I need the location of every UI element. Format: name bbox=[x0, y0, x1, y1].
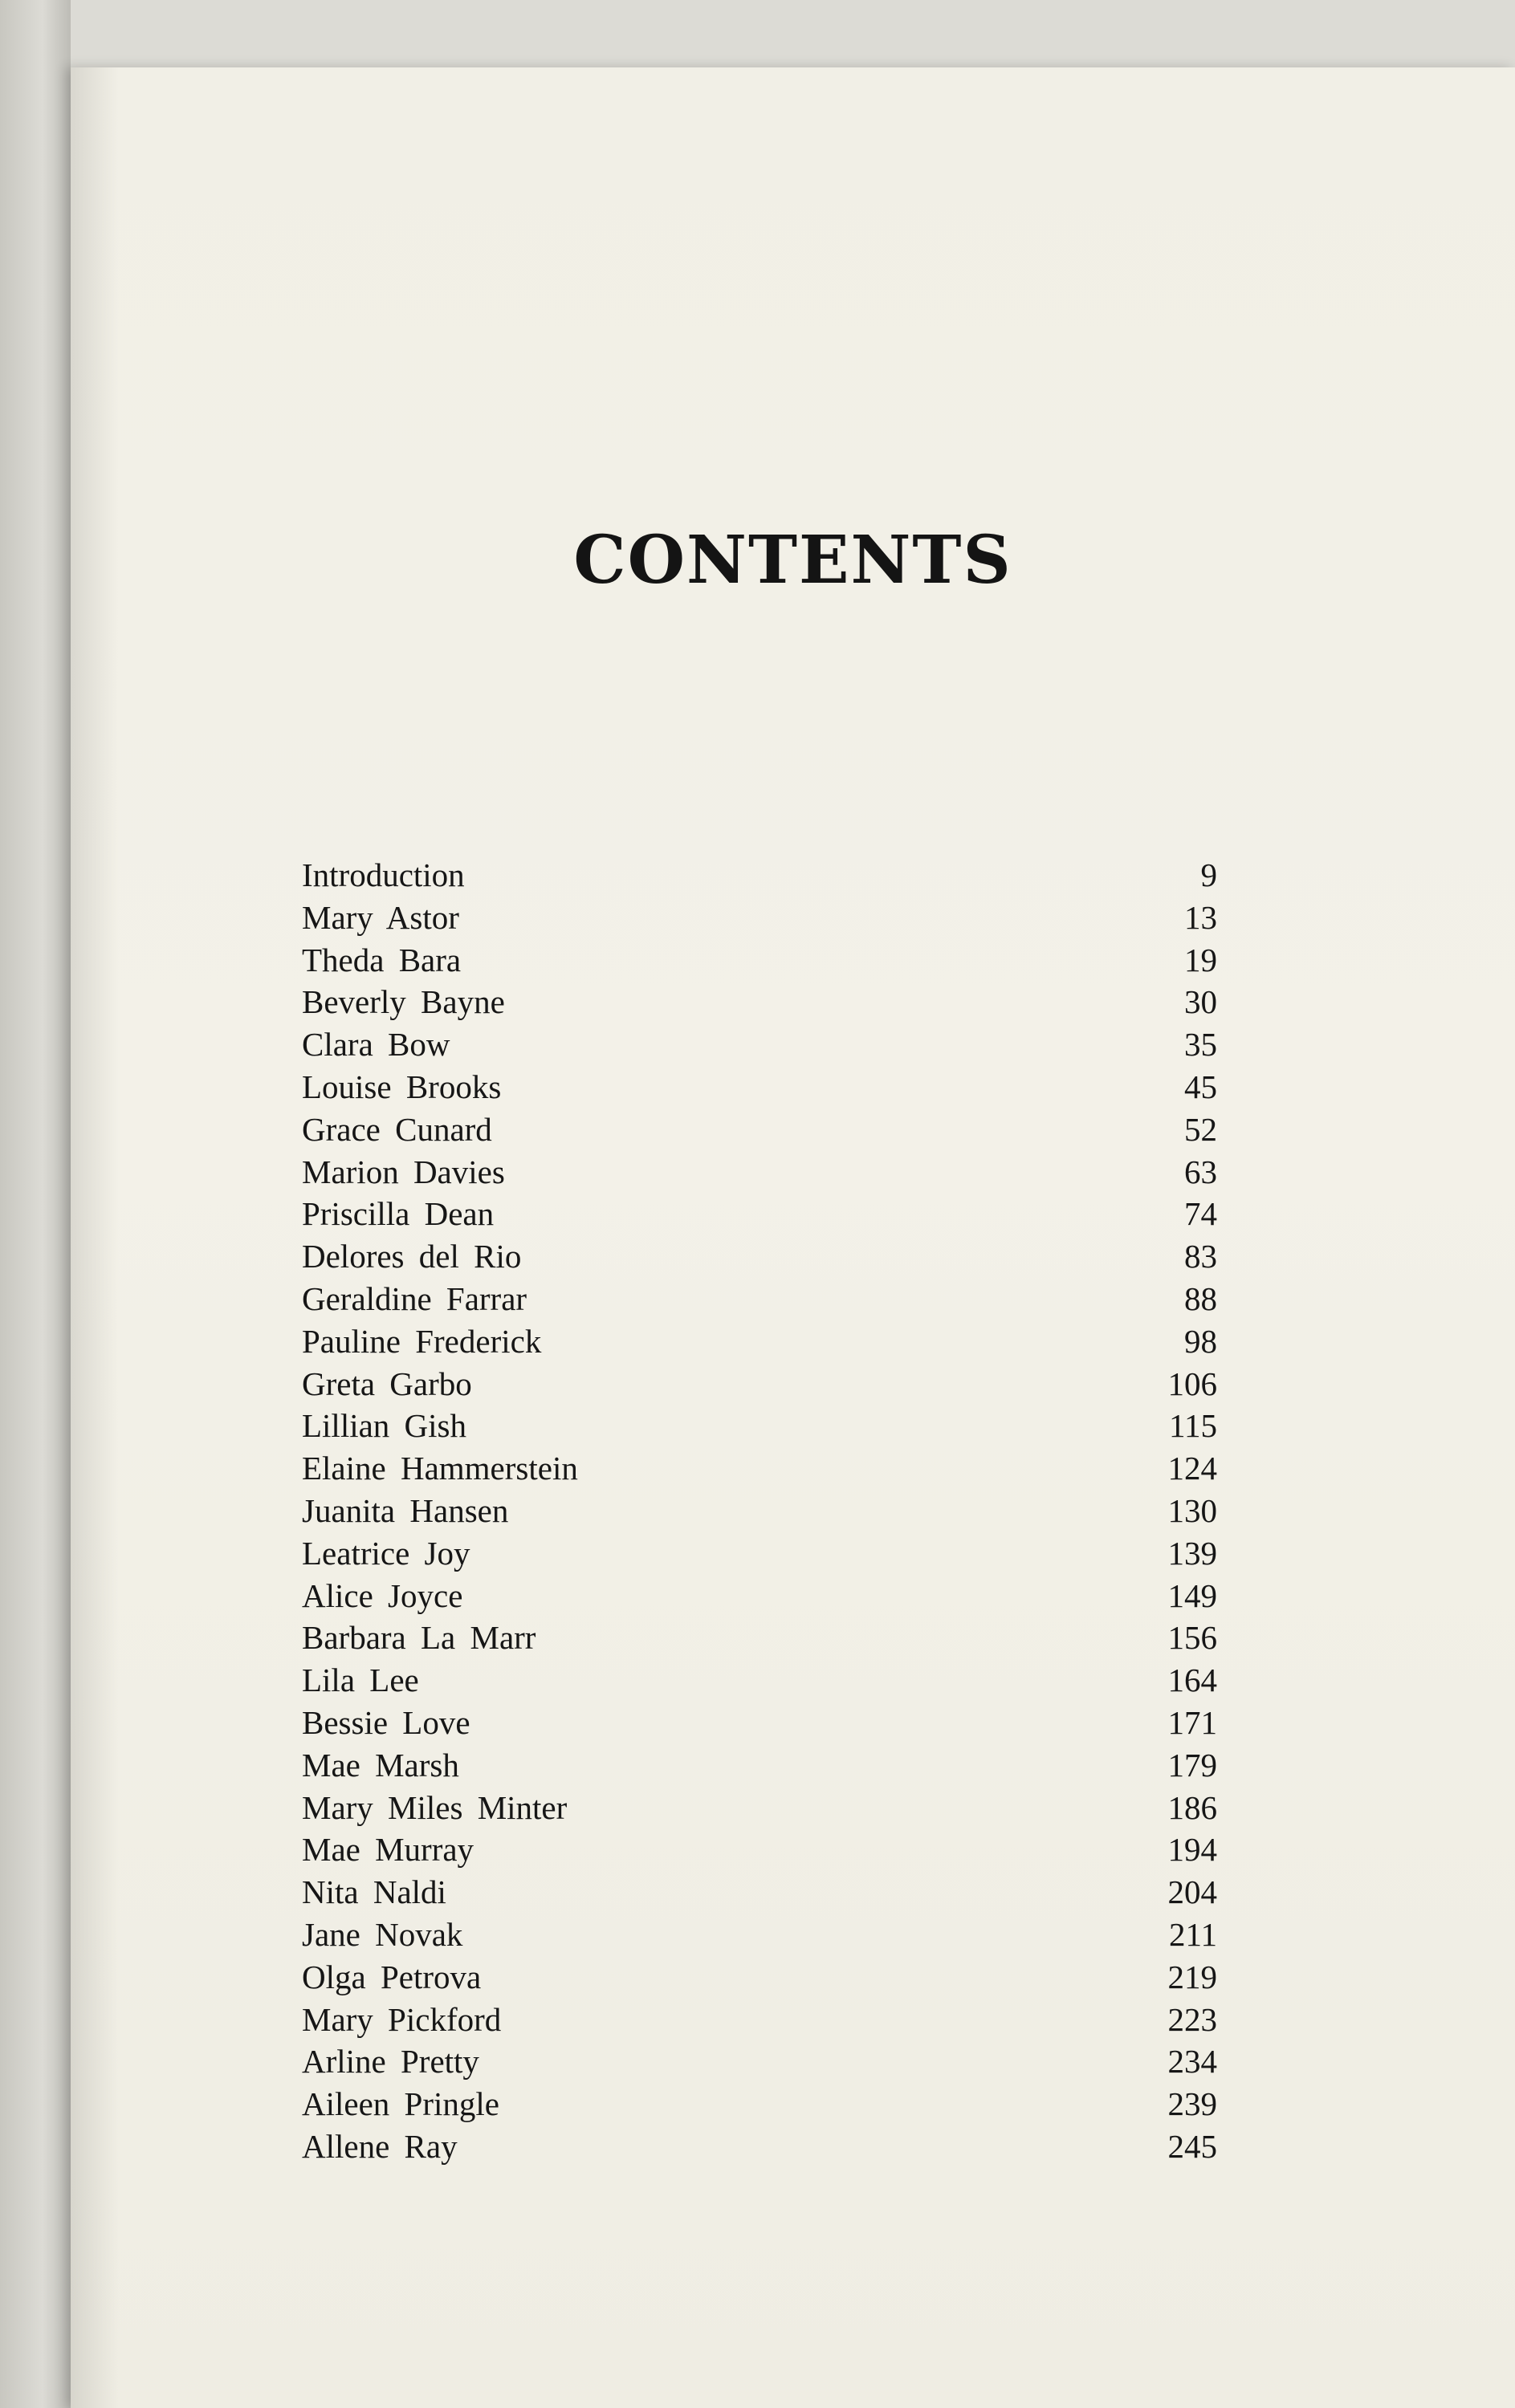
page-title: CONTENTS bbox=[573, 522, 1012, 599]
toc-entry-name: Mae Murray bbox=[302, 1831, 474, 1869]
toc-entry-page-number: 115 bbox=[1169, 1407, 1217, 1445]
toc-entry-name: Lillian Gish bbox=[302, 1407, 467, 1445]
toc-entry-name: Geraldine Farrar bbox=[302, 1279, 527, 1317]
toc-entry-name: Aileen Pringle bbox=[302, 2085, 499, 2123]
toc-entry bbox=[302, 1447, 1217, 1490]
toc-entry-name: Elaine Hammerstein bbox=[302, 1450, 578, 1487]
toc-entry-name: Alice Joyce bbox=[302, 1576, 463, 1614]
toc-entry-name: Clara Bow bbox=[302, 1026, 450, 1064]
toc-entry bbox=[302, 1023, 1217, 1066]
toc-entry-name: Pauline Frederick bbox=[302, 1322, 542, 1360]
table-of-contents bbox=[302, 854, 1217, 2168]
page-gutter-shadow bbox=[71, 67, 119, 2408]
book-page bbox=[71, 67, 1515, 2408]
toc-entry bbox=[302, 1956, 1217, 1999]
toc-entry bbox=[302, 1108, 1217, 1151]
toc-entry-page-number: 223 bbox=[1167, 2000, 1217, 2038]
toc-entry bbox=[302, 854, 1217, 897]
toc-entry-name: Juanita Hansen bbox=[302, 1491, 509, 1529]
toc-entry-name: Mary Pickford bbox=[302, 2000, 502, 2038]
toc-entry-page-number: 30 bbox=[1184, 983, 1217, 1021]
toc-entry-name: Jane Novak bbox=[302, 1915, 463, 1953]
toc-entry-name: Mae Marsh bbox=[302, 1746, 459, 1784]
toc-entry-name: Louise Brooks bbox=[302, 1068, 502, 1105]
toc-entry-name: Introduction bbox=[302, 856, 465, 893]
toc-entry bbox=[302, 1999, 1217, 2041]
toc-entry bbox=[302, 1828, 1217, 1871]
toc-entry bbox=[302, 2083, 1217, 2125]
toc-entry-name: Grace Cunard bbox=[302, 1110, 492, 1148]
toc-entry-name: Mary Astor bbox=[302, 898, 459, 936]
toc-entry-page-number: 19 bbox=[1184, 941, 1217, 978]
toc-entry-page-number: 156 bbox=[1167, 1619, 1217, 1657]
toc-entry bbox=[302, 1363, 1217, 1405]
toc-entry bbox=[302, 1320, 1217, 1363]
toc-entry bbox=[302, 1235, 1217, 1278]
toc-entry bbox=[302, 2125, 1217, 2168]
toc-entry-name: Marion Davies bbox=[302, 1153, 505, 1190]
toc-entry-page-number: 63 bbox=[1184, 1153, 1217, 1190]
toc-entry-page-number: 139 bbox=[1167, 1534, 1217, 1572]
toc-entry-name: Barbara La Marr bbox=[302, 1619, 536, 1657]
toc-entry-page-number: 204 bbox=[1167, 1873, 1217, 1911]
toc-entry-name: Lila Lee bbox=[302, 1662, 419, 1699]
toc-entry-page-number: 219 bbox=[1167, 1958, 1217, 1995]
toc-entry bbox=[302, 1659, 1217, 1702]
toc-entry bbox=[302, 1871, 1217, 1914]
toc-entry bbox=[302, 1066, 1217, 1108]
toc-entry-page-number: 234 bbox=[1167, 2043, 1217, 2081]
toc-entry-page-number: 245 bbox=[1167, 2127, 1217, 2165]
toc-entry-page-number: 211 bbox=[1169, 1915, 1217, 1953]
toc-entry-page-number: 130 bbox=[1167, 1491, 1217, 1529]
toc-entry bbox=[302, 1914, 1217, 1956]
toc-entry-name: Greta Garbo bbox=[302, 1365, 472, 1402]
toc-entry-name: Nita Naldi bbox=[302, 1873, 446, 1911]
toc-entry-page-number: 45 bbox=[1184, 1068, 1217, 1105]
toc-entry-page-number: 194 bbox=[1167, 1831, 1217, 1869]
toc-entry bbox=[302, 1278, 1217, 1320]
toc-entry-page-number: 74 bbox=[1184, 1195, 1217, 1233]
toc-entry-page-number: 179 bbox=[1167, 1746, 1217, 1784]
toc-entry bbox=[302, 1617, 1217, 1659]
toc-entry-page-number: 83 bbox=[1184, 1238, 1217, 1275]
toc-entry-page-number: 164 bbox=[1167, 1662, 1217, 1699]
toc-entry-page-number: 35 bbox=[1184, 1026, 1217, 1064]
toc-entry-name: Allene Ray bbox=[302, 2127, 458, 2165]
book-spine-edge bbox=[0, 0, 71, 2408]
toc-entry bbox=[302, 1702, 1217, 1744]
toc-entry-name: Delores del Rio bbox=[302, 1238, 522, 1275]
toc-entry-page-number: 171 bbox=[1167, 1703, 1217, 1741]
toc-entry-page-number: 186 bbox=[1167, 1788, 1217, 1826]
toc-entry bbox=[302, 1193, 1217, 1235]
toc-entry-page-number: 124 bbox=[1167, 1450, 1217, 1487]
toc-entry-name: Leatrice Joy bbox=[302, 1534, 470, 1572]
toc-entry bbox=[302, 1744, 1217, 1787]
toc-entry bbox=[302, 1787, 1217, 1829]
toc-entry-name: Theda Bara bbox=[302, 941, 462, 978]
toc-entry-name: Arline Pretty bbox=[302, 2043, 479, 2081]
toc-entry bbox=[302, 1532, 1217, 1575]
toc-entry bbox=[302, 939, 1217, 982]
toc-entry bbox=[302, 897, 1217, 939]
toc-entry bbox=[302, 1490, 1217, 1532]
toc-entry bbox=[302, 2040, 1217, 2083]
toc-entry-name: Olga Petrova bbox=[302, 1958, 482, 1995]
toc-entry-page-number: 88 bbox=[1184, 1279, 1217, 1317]
toc-entry-page-number: 13 bbox=[1184, 898, 1217, 936]
toc-entry-page-number: 52 bbox=[1184, 1110, 1217, 1148]
toc-entry bbox=[302, 1575, 1217, 1617]
toc-entry-name: Priscilla Dean bbox=[302, 1195, 495, 1233]
toc-entry-name: Mary Miles Minter bbox=[302, 1788, 568, 1826]
toc-entry bbox=[302, 1405, 1217, 1447]
toc-entry-page-number: 106 bbox=[1167, 1365, 1217, 1402]
toc-entry-page-number: 9 bbox=[1200, 856, 1217, 893]
toc-entry-page-number: 98 bbox=[1184, 1322, 1217, 1360]
toc-entry-name: Bessie Love bbox=[302, 1703, 470, 1741]
toc-entry-page-number: 239 bbox=[1167, 2085, 1217, 2123]
toc-entry-page-number: 149 bbox=[1167, 1576, 1217, 1614]
toc-entry bbox=[302, 981, 1217, 1023]
toc-entry-name: Beverly Bayne bbox=[302, 983, 505, 1021]
toc-entry bbox=[302, 1151, 1217, 1194]
